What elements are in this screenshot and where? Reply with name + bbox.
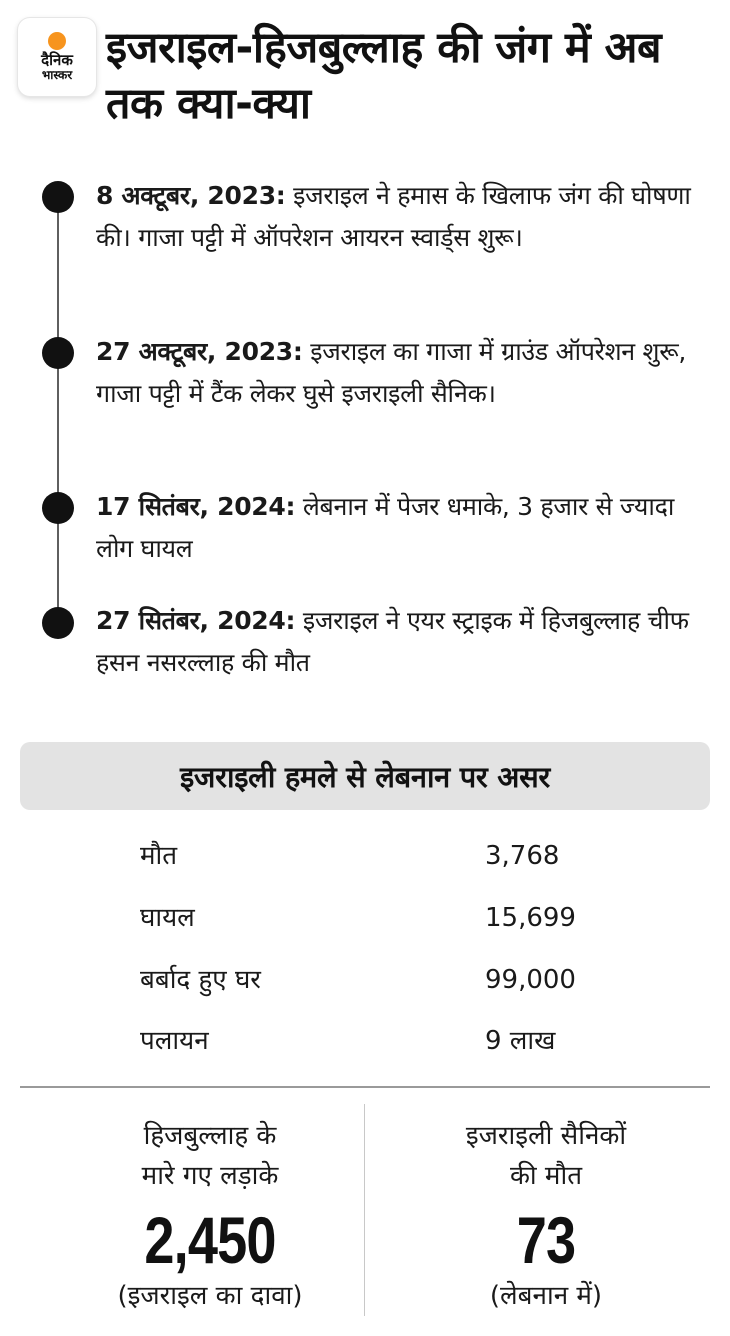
timeline-entry <box>96 331 706 415</box>
dainik-bhaskar-logo <box>18 18 96 96</box>
summary-label-line1: इजराइली सैनिकों <box>465 1121 627 1151</box>
summary-number: 73 <box>516 1203 576 1277</box>
section-divider <box>20 1086 710 1088</box>
timeline-date: 8 अक्टूबर, 2023: <box>96 181 286 210</box>
stat-label: घायल <box>140 903 195 933</box>
summary-label-line2: की मौत <box>509 1161 583 1191</box>
sun-icon <box>48 32 66 50</box>
stat-label: बर्बाद हुए घर <box>140 965 261 995</box>
summary-note: (इजराइल का दावा) <box>117 1281 303 1311</box>
timeline-dot <box>42 492 74 524</box>
summary-number: 2,450 <box>144 1203 276 1277</box>
impact-header <box>20 742 710 810</box>
timeline-text: इजराइल का गाजा में ग्राउंड ऑपरेशन शुरू, गाजा पट्टी में टैंक लेकर घुसे इजराइली सैनिक। <box>96 337 686 408</box>
timeline-date: 27 सितंबर, 2024: <box>96 606 296 635</box>
stat-value: 99,000 <box>485 965 576 995</box>
timeline-date: 27 अक्टूबर, 2023: <box>96 337 303 366</box>
timeline-entry <box>96 600 706 684</box>
summary-label-line1: हिजबुल्लाह के <box>143 1121 277 1151</box>
timeline-line <box>57 196 59 624</box>
stat-value: 3,768 <box>485 841 560 871</box>
stat-row <box>0 836 730 876</box>
logo-line-2: भास्कर <box>41 68 73 82</box>
summary-note: (लेबनान में) <box>489 1281 603 1311</box>
stat-row <box>0 960 730 1000</box>
hezbollah-fighters-killed <box>40 1116 380 1316</box>
stat-label: पलायन <box>140 1026 209 1056</box>
stat-value: 15,699 <box>485 903 576 933</box>
israeli-soldiers-killed <box>376 1116 716 1316</box>
impact-title: इजराइली हमले से लेबनान पर असर <box>179 759 550 794</box>
stat-value: 9 लाख <box>485 1026 556 1056</box>
timeline-text: लेबनान में पेजर धमाके, 3 हजार से ज्यादा लोग घायल <box>96 492 675 563</box>
stat-label: मौत <box>140 841 178 871</box>
timeline-text: इजराइल ने एयर स्ट्राइक में हिजबुल्लाह चीफ हसन नसरल्लाह की मौत <box>96 606 689 677</box>
timeline-dot <box>42 181 74 213</box>
timeline-date: 17 सितंबर, 2024: <box>96 492 296 521</box>
stat-row <box>0 898 730 938</box>
timeline-entry <box>96 486 706 570</box>
timeline-dot <box>42 337 74 369</box>
timeline-entry <box>96 175 706 259</box>
stat-row <box>0 1021 730 1061</box>
page-title: इजराइल-हिजबुल्लाह की जंग में अब तक क्या-क्या <box>106 23 662 129</box>
summary-label-line2: मारे गए लड़ाके <box>141 1161 279 1191</box>
timeline-dot <box>42 607 74 639</box>
timeline-text: इजराइल ने हमास के खिलाफ जंग की घोषणा की। गाजा पट्टी में ऑपरेशन आयरन स्वार्ड्स शुरू। <box>96 181 691 252</box>
logo-line-1: दैनिक <box>41 51 73 69</box>
